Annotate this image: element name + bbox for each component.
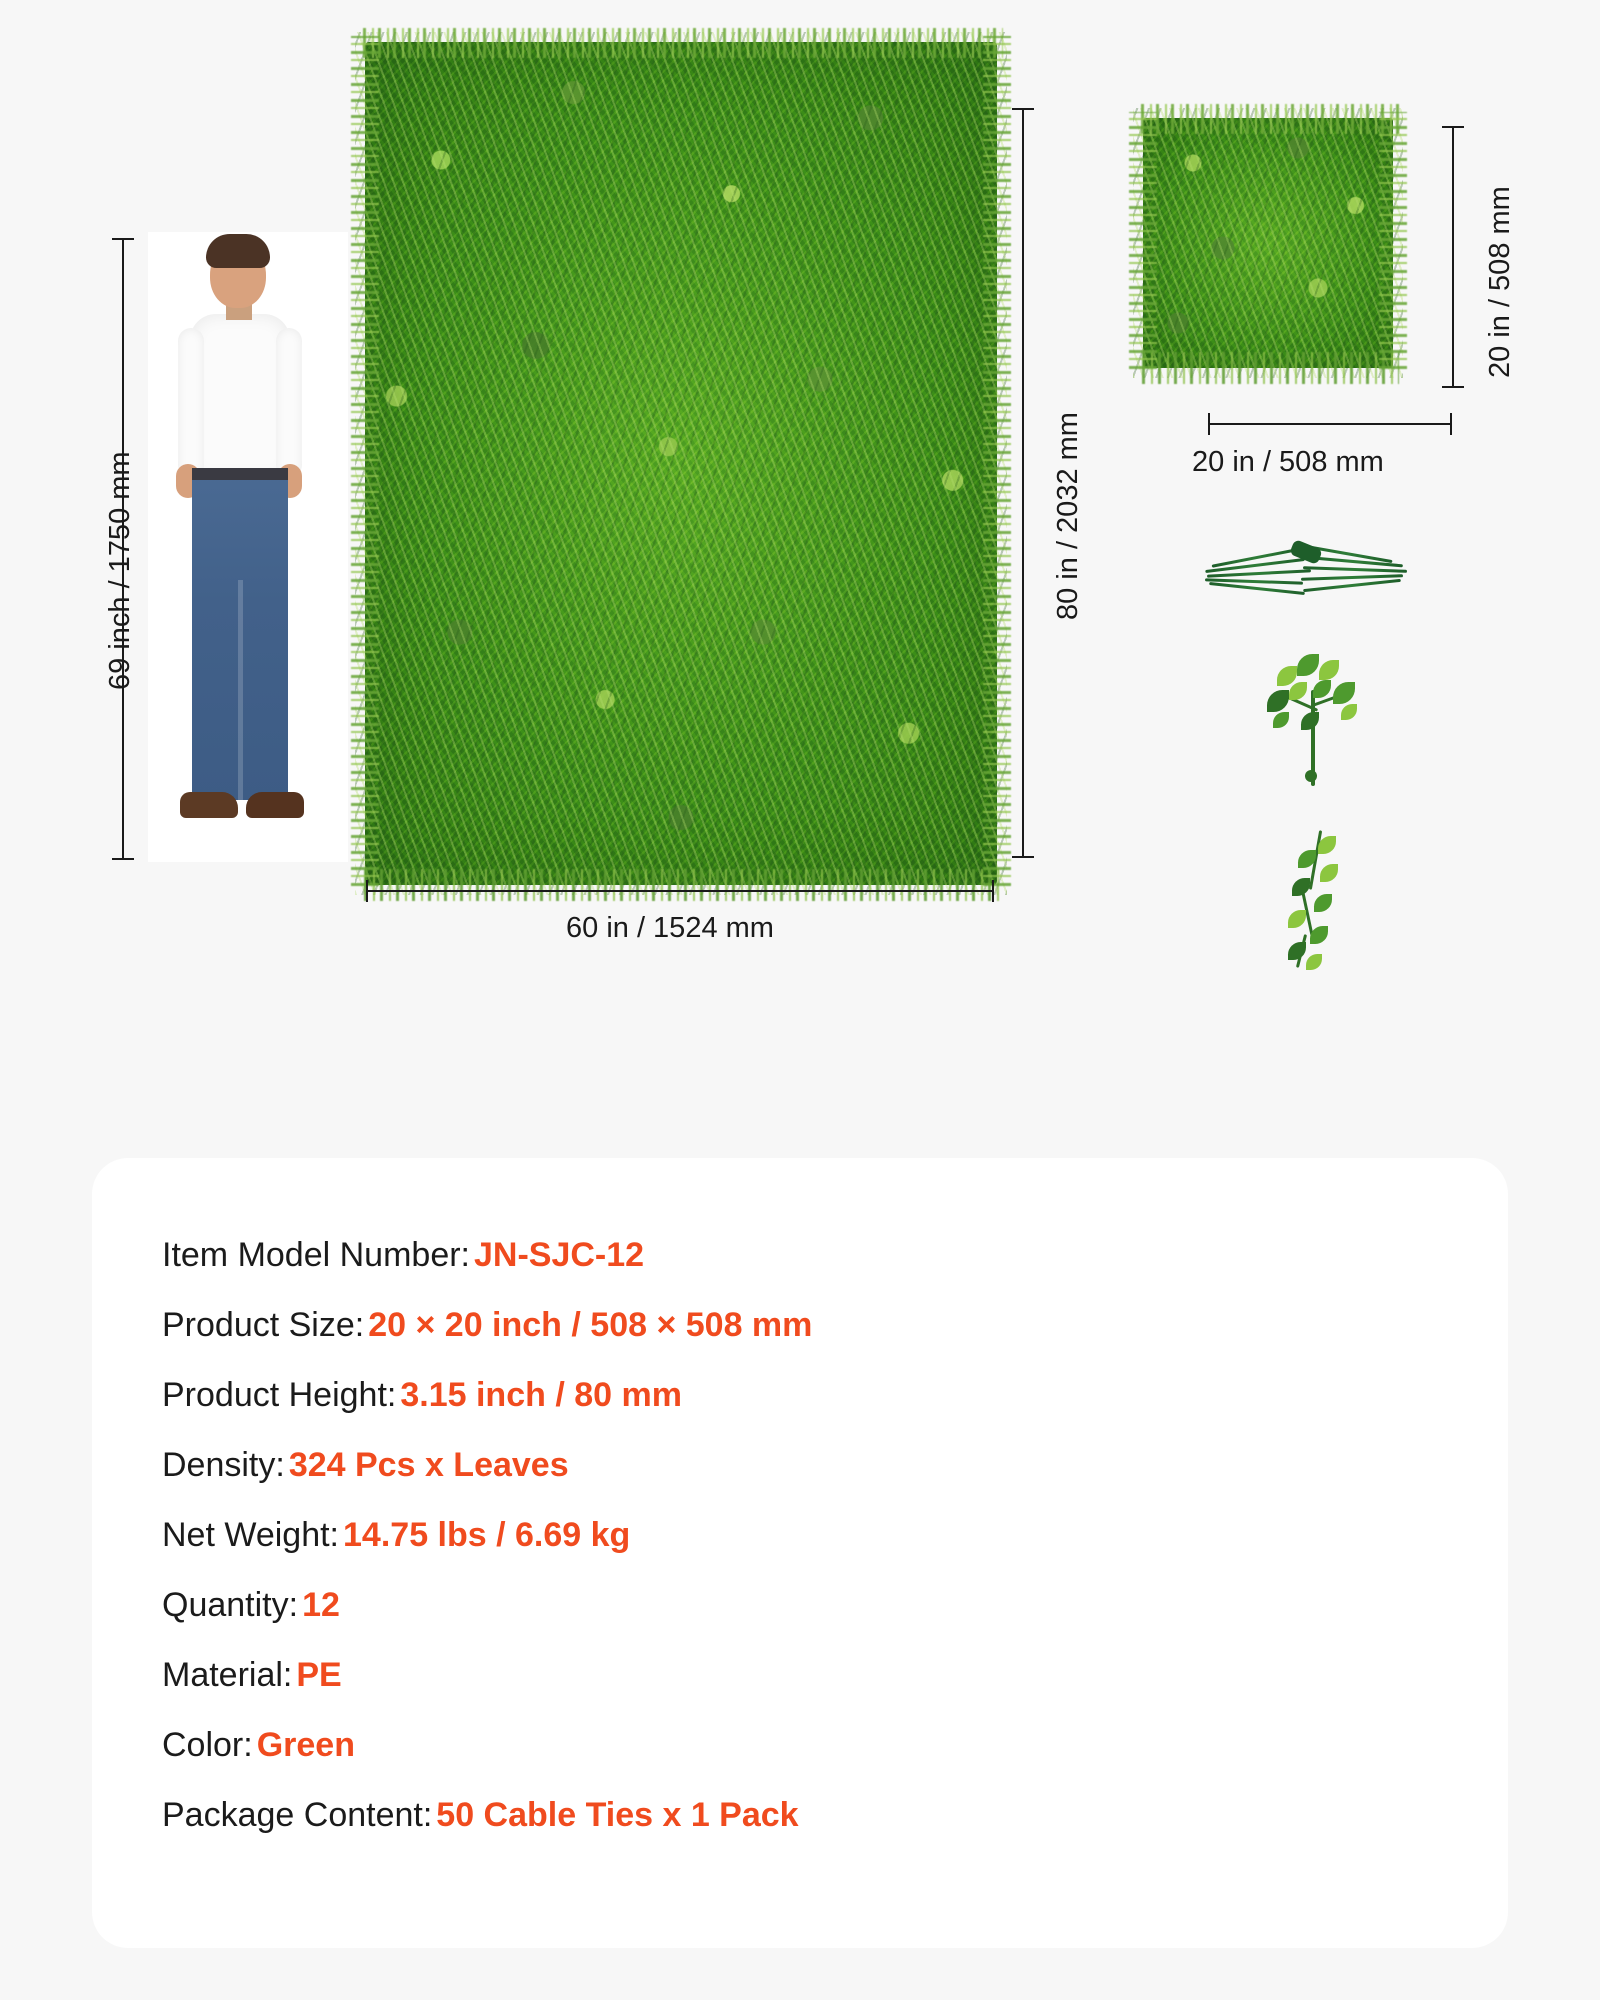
spec-value: JN-SJC-12: [474, 1236, 645, 1274]
single-hedge-tile-image: [1143, 118, 1393, 368]
spec-label: Net Weight:: [162, 1516, 340, 1554]
assembled-hedge-wall-image: [365, 42, 997, 885]
dimension-cap: [1442, 386, 1464, 388]
cable-ties-bundle-image: [1205, 540, 1405, 602]
person-hair: [206, 234, 270, 268]
tile-width-dimension-line: [1208, 423, 1452, 425]
wall-height-label: 80 in / 2032 mm: [1052, 412, 1084, 620]
spec-label: Color:: [162, 1726, 253, 1764]
dimension-cap: [1012, 856, 1034, 858]
spec-value: PE: [296, 1656, 342, 1694]
spec-value: Green: [256, 1726, 355, 1764]
dimension-cap: [112, 238, 134, 240]
person-left-arm: [178, 328, 204, 478]
person-scale-reference: [148, 232, 348, 862]
dimension-cap: [1450, 413, 1452, 435]
spec-value: 20 × 20 inch / 508 × 508 mm: [368, 1306, 813, 1344]
spec-label: Quantity:: [162, 1586, 299, 1624]
spec-value: 3.15 inch / 80 mm: [400, 1376, 682, 1414]
foliage-edge-top: [1137, 104, 1399, 134]
dimension-cap: [366, 880, 368, 902]
foliage-edge-left: [1129, 112, 1157, 374]
spec-row: [162, 1780, 1468, 1850]
wall-width-dimension-line: [366, 890, 994, 892]
wall-height-dimension-line: [1022, 108, 1024, 858]
spec-label: Package Content:: [162, 1796, 433, 1834]
spec-label: Material:: [162, 1656, 293, 1694]
spec-row: [162, 1360, 1468, 1430]
spec-row: [162, 1500, 1468, 1570]
leaf-sprig-sample-image: [1255, 650, 1375, 790]
foliage-texture: [1133, 108, 1403, 378]
foliage-texture: [355, 32, 1007, 895]
foliage-edge-right: [1379, 112, 1407, 374]
foliage-edge-bottom: [1137, 352, 1399, 384]
spec-row: [162, 1430, 1468, 1500]
person-right-shoe: [246, 792, 304, 818]
foliage-edge-top: [359, 28, 1003, 58]
person-height-label: 69 inch / 1750 mm: [104, 451, 136, 690]
specification-card: [92, 1158, 1508, 1948]
dimension-cap: [1208, 413, 1210, 435]
spec-row: [162, 1570, 1468, 1640]
specification-list: [162, 1220, 1468, 1850]
foliage-edge-right: [983, 36, 1011, 891]
dimension-cap: [1012, 108, 1034, 110]
person-right-arm: [276, 328, 302, 478]
tile-height-dimension-line: [1452, 126, 1454, 388]
person-belt: [192, 468, 288, 480]
foliage-edge-bottom: [359, 869, 1003, 901]
spec-row: [162, 1220, 1468, 1290]
spec-label: Density:: [162, 1446, 285, 1484]
spec-row: [162, 1640, 1468, 1710]
person-jeans: [192, 470, 288, 800]
spec-value: 50 Cable Ties x 1 Pack: [436, 1796, 799, 1834]
spec-label: Product Height:: [162, 1376, 397, 1414]
spec-value: 324 Pcs x Leaves: [288, 1446, 569, 1484]
wall-width-label: 60 in / 1524 mm: [566, 912, 774, 944]
person-left-shoe: [180, 792, 238, 818]
spec-value: 12: [302, 1586, 340, 1624]
spec-label: Product Size:: [162, 1306, 365, 1344]
dimension-cap: [1442, 126, 1464, 128]
dimension-cap: [112, 858, 134, 860]
dimension-cap: [992, 880, 994, 902]
spec-row: [162, 1290, 1468, 1360]
spec-value: 14.75 lbs / 6.69 kg: [343, 1516, 631, 1554]
vine-strand-sample-image: [1270, 830, 1360, 970]
spec-label: Item Model Number:: [162, 1236, 470, 1274]
person-shirt: [190, 314, 290, 479]
tile-height-label: 20 in / 508 mm: [1484, 186, 1516, 378]
tile-width-label: 20 in / 508 mm: [1192, 446, 1384, 478]
spec-row: [162, 1710, 1468, 1780]
foliage-edge-left: [351, 36, 379, 891]
